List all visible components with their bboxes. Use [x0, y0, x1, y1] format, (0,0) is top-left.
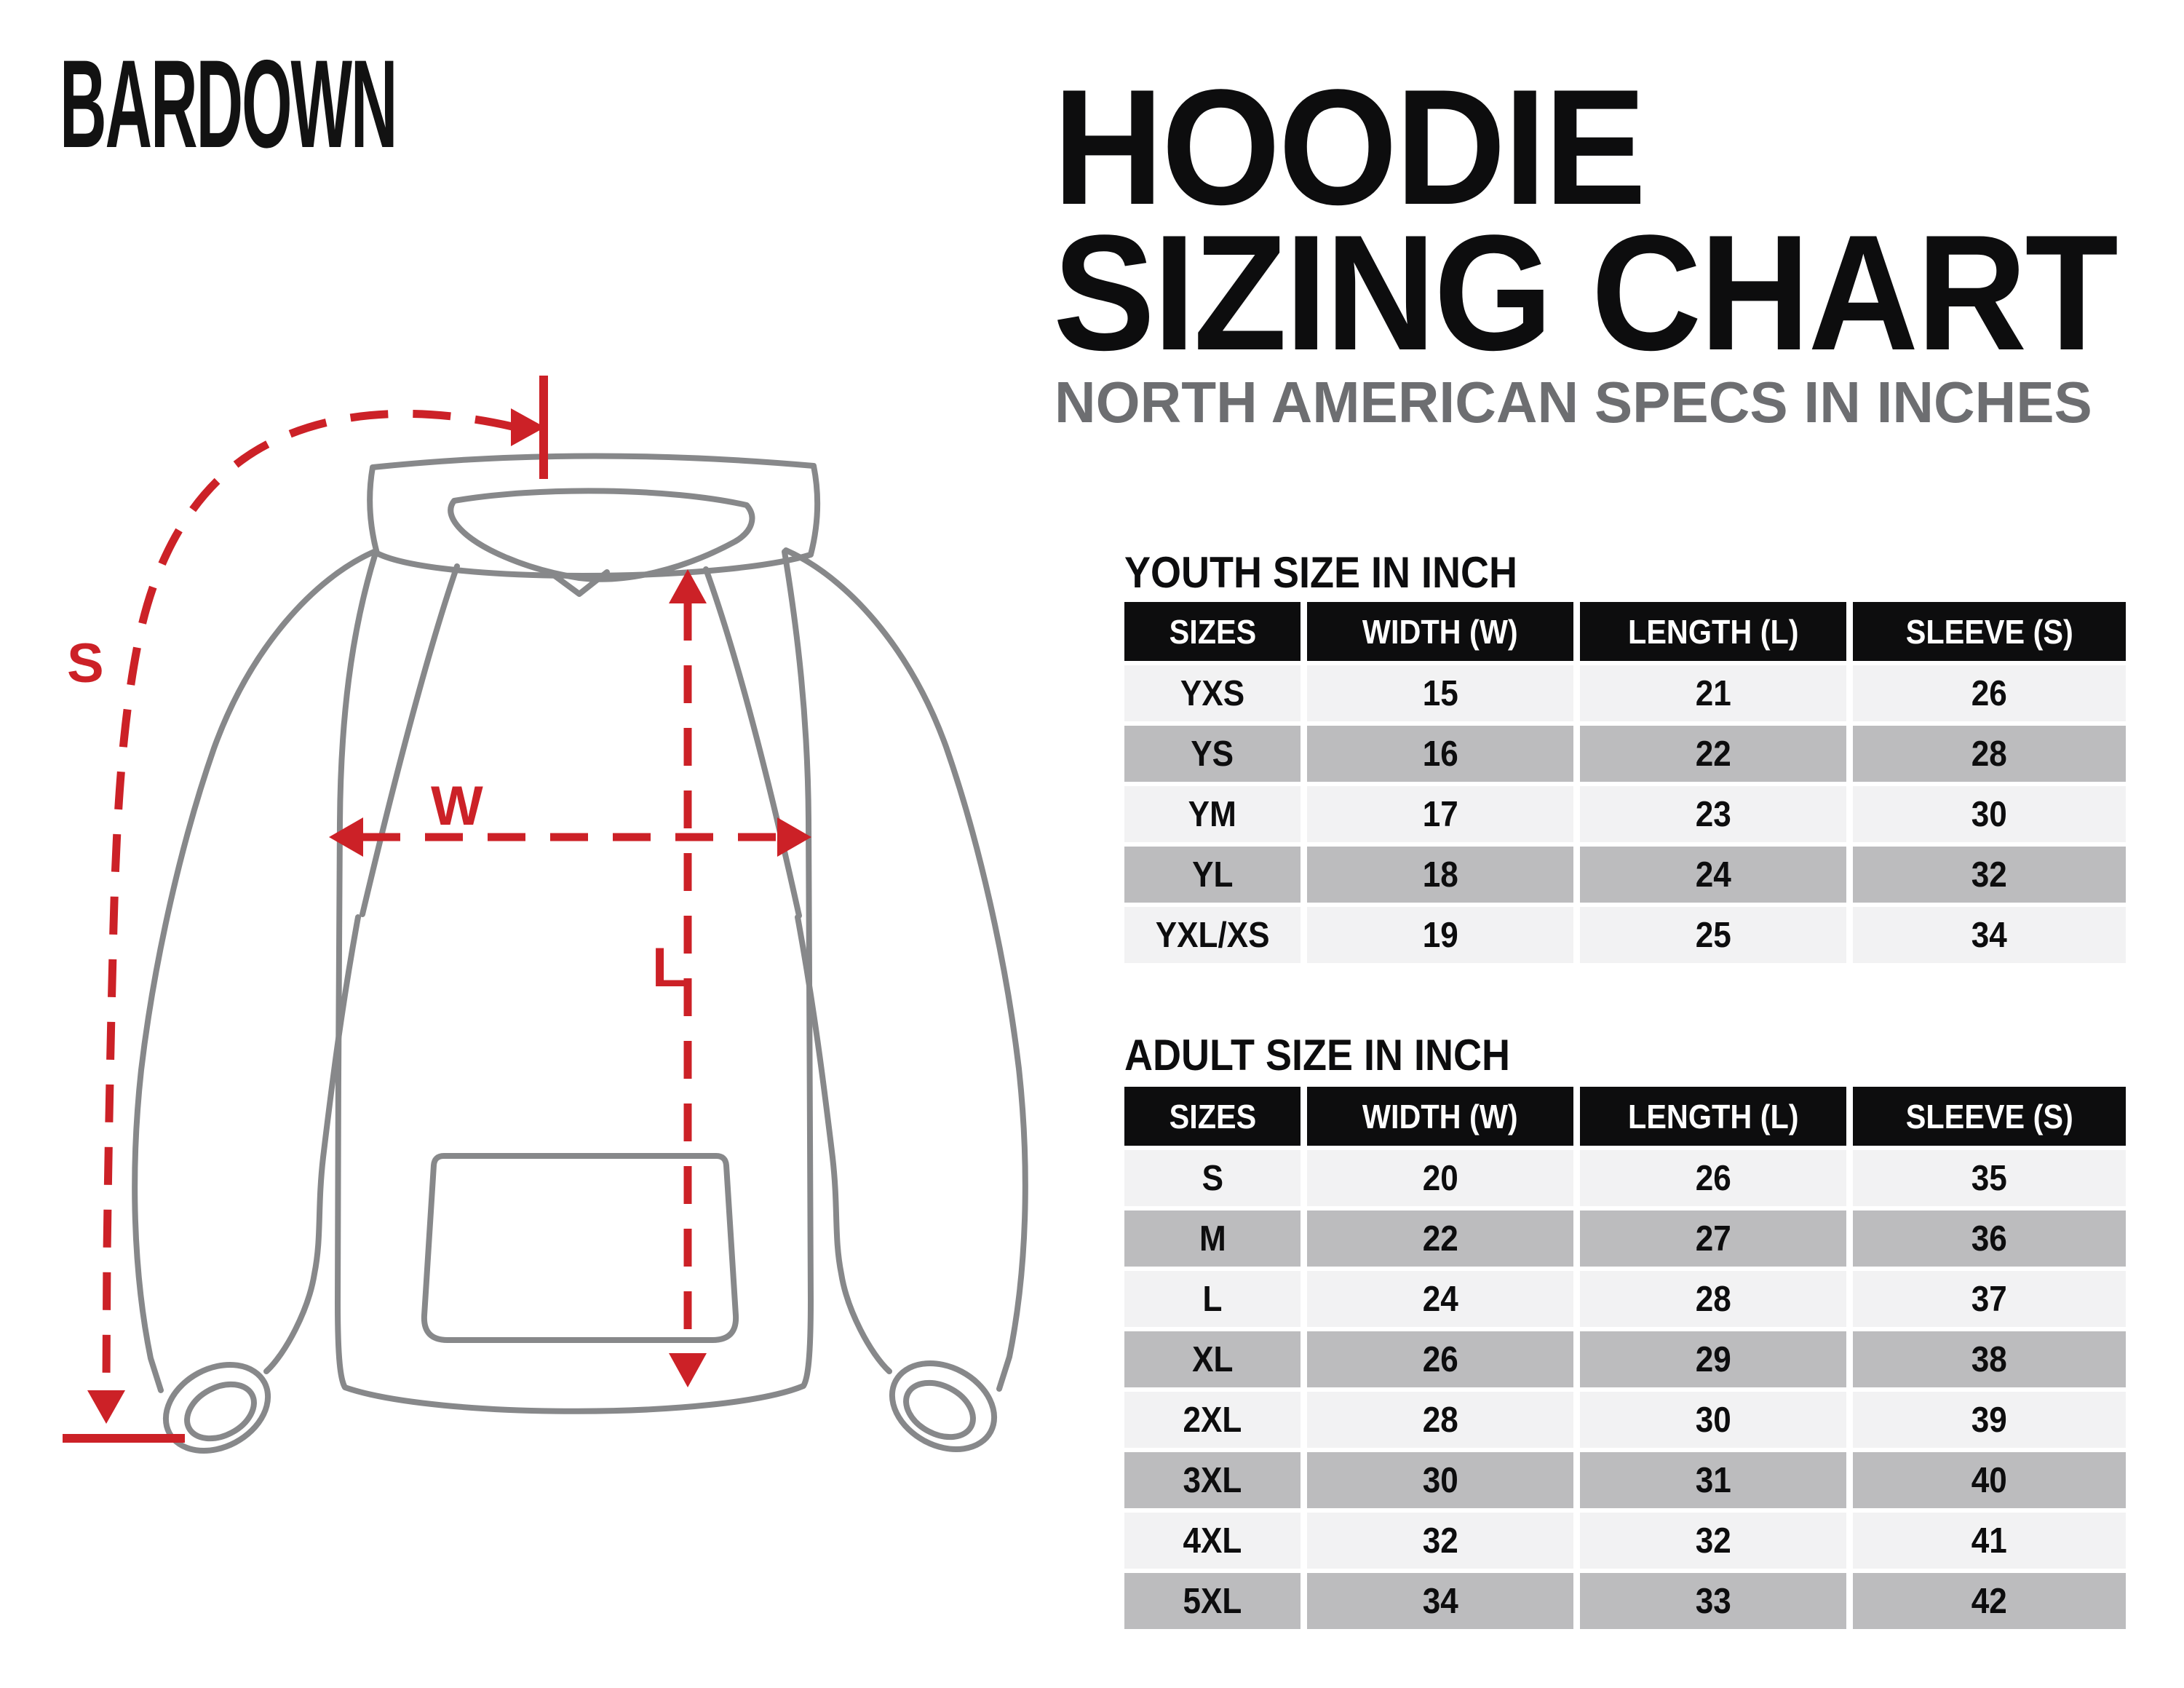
- cell-value: 23: [1695, 794, 1731, 834]
- cell-value: 32: [1422, 1521, 1458, 1561]
- hoodie-outline: [135, 456, 1025, 1467]
- table-cell: [1307, 1331, 1573, 1387]
- cell-value: 39: [1971, 1400, 2008, 1440]
- column-header-cell: [1580, 1087, 1846, 1146]
- cell-value: 37: [1971, 1279, 2008, 1319]
- column-header-label: SLEEVE (S): [1905, 1097, 2073, 1136]
- table-cell: [1853, 726, 2126, 782]
- table-cell: [1124, 1150, 1301, 1206]
- page-title-line1: HOODIE: [1053, 55, 1645, 239]
- cell-value: 3XL: [1183, 1460, 1242, 1500]
- table-row: [1124, 1392, 2126, 1448]
- cell-value: 36: [1971, 1219, 2008, 1259]
- table-row: [1124, 1331, 2126, 1387]
- adult-size-table: [1124, 1087, 2126, 1633]
- column-header-cell: [1307, 1087, 1573, 1146]
- cell-value: 21: [1695, 673, 1731, 713]
- table-row: [1124, 665, 2126, 721]
- table-cell: [1853, 907, 2126, 963]
- table-cell: [1124, 726, 1301, 782]
- raglan-seam-right: [706, 569, 799, 916]
- cell-value: S: [1202, 1158, 1223, 1198]
- cell-value: 16: [1422, 734, 1458, 774]
- cell-value: 29: [1695, 1339, 1731, 1379]
- cell-value: 28: [1422, 1400, 1458, 1440]
- column-header-label: SLEEVE (S): [1905, 612, 2073, 651]
- sleeve-label: S: [67, 633, 104, 694]
- cell-value: YS: [1191, 734, 1234, 774]
- column-header-label: LENGTH (L): [1627, 1097, 1799, 1136]
- table-cell: [1853, 1150, 2126, 1206]
- table-cell: [1124, 1513, 1301, 1569]
- table-cell: [1580, 907, 1846, 963]
- cell-value: 26: [1695, 1158, 1731, 1198]
- table-cell: [1580, 786, 1846, 842]
- table-cell: [1580, 1392, 1846, 1448]
- sleeve-left-inner: [266, 917, 358, 1371]
- table-cell: [1853, 1573, 2126, 1629]
- hoodie-measurement-diagram: [29, 342, 1048, 1478]
- cuff-right-outer: [877, 1347, 1009, 1467]
- cell-value: 28: [1971, 734, 2008, 774]
- table-cell: [1307, 847, 1573, 903]
- column-header-label: WIDTH (W): [1362, 612, 1518, 651]
- cell-value: 30: [1695, 1400, 1731, 1440]
- cell-value: 35: [1971, 1158, 2008, 1198]
- cell-value: 26: [1422, 1339, 1458, 1379]
- cell-value: 31: [1695, 1460, 1731, 1500]
- cell-value: L: [1202, 1279, 1223, 1319]
- table-cell: [1307, 1271, 1573, 1327]
- cell-value: 20: [1422, 1158, 1458, 1198]
- column-header-label: WIDTH (W): [1362, 1097, 1518, 1136]
- table-cell: [1853, 786, 2126, 842]
- table-cell: [1124, 1271, 1301, 1327]
- cell-value: YM: [1188, 794, 1237, 834]
- table-row: [1124, 1271, 2126, 1327]
- table-cell: [1124, 1573, 1301, 1629]
- cell-value: 30: [1422, 1460, 1458, 1500]
- table-cell: [1124, 665, 1301, 721]
- measurement-annotations: [63, 376, 811, 1438]
- brand-logo: BARDOWN: [60, 34, 397, 174]
- cell-value: 26: [1971, 673, 2008, 713]
- table-cell: [1124, 1392, 1301, 1448]
- table-cell: [1580, 1513, 1846, 1569]
- cell-value: YXL/XS: [1155, 915, 1270, 955]
- table-cell: [1307, 1150, 1573, 1206]
- table-cell: [1307, 907, 1573, 963]
- table-cell: [1580, 1452, 1846, 1508]
- table-cell: [1853, 1271, 2126, 1327]
- table-cell: [1307, 665, 1573, 721]
- column-header-label: SIZES: [1169, 1097, 1256, 1136]
- table-cell: [1307, 1210, 1573, 1267]
- width-label: W: [431, 775, 483, 837]
- table-cell: [1853, 847, 2126, 903]
- cell-value: 5XL: [1183, 1581, 1242, 1621]
- cell-value: 33: [1695, 1581, 1731, 1621]
- cell-value: 42: [1971, 1581, 2008, 1621]
- table-cell: [1853, 1210, 2126, 1267]
- arrowhead-down-sleeve: [87, 1390, 125, 1424]
- table-cell: [1580, 665, 1846, 721]
- table-cell: [1307, 1452, 1573, 1508]
- cell-value: 27: [1695, 1219, 1731, 1259]
- length-label: L: [652, 937, 686, 999]
- cell-value: 25: [1695, 915, 1731, 955]
- youth-section-title: YOUTH SIZE IN INCH: [1124, 548, 1518, 597]
- table-row: [1124, 847, 2126, 903]
- cell-value: M: [1199, 1219, 1226, 1259]
- cell-value: 28: [1695, 1279, 1731, 1319]
- table-cell: [1853, 1392, 2126, 1448]
- table-header-row: [1124, 602, 2126, 661]
- cell-value: 40: [1971, 1460, 2008, 1500]
- raglan-seam-left: [362, 566, 457, 914]
- table-cell: [1307, 726, 1573, 782]
- youth-size-table: [1124, 602, 2126, 967]
- page-title: [1053, 55, 2117, 384]
- table-cell: [1853, 665, 2126, 721]
- page-title-line2: SIZING CHART: [1053, 200, 2117, 384]
- table-cell: [1307, 1513, 1573, 1569]
- cell-value: 24: [1422, 1279, 1458, 1319]
- column-header-cell: [1124, 602, 1301, 661]
- cuff-left-outer: [151, 1348, 282, 1468]
- table-cell: [1307, 786, 1573, 842]
- cell-value: 18: [1422, 855, 1458, 895]
- sleeve-right-outer: [786, 550, 1025, 1389]
- table-cell: [1580, 847, 1846, 903]
- sleeve-measure-line: [106, 413, 512, 1383]
- cell-value: 2XL: [1183, 1400, 1242, 1440]
- column-header-label: LENGTH (L): [1627, 612, 1799, 651]
- cell-value: 38: [1971, 1339, 2008, 1379]
- table-cell: [1580, 1573, 1846, 1629]
- table-row: [1124, 1573, 2126, 1629]
- table-cell: [1124, 907, 1301, 963]
- column-header-cell: [1307, 602, 1573, 661]
- table-cell: [1124, 1210, 1301, 1267]
- table-cell: [1580, 1150, 1846, 1206]
- table-row: [1124, 786, 2126, 842]
- table-cell: [1124, 1331, 1301, 1387]
- cell-value: 19: [1422, 915, 1458, 955]
- page-subtitle: NORTH AMERICAN SPECS IN INCHES: [1055, 370, 2092, 435]
- cell-value: 17: [1422, 794, 1458, 834]
- table-row: [1124, 907, 2126, 963]
- table-row: [1124, 1210, 2126, 1267]
- table-cell: [1580, 1271, 1846, 1327]
- cuff-left-inner: [178, 1374, 263, 1449]
- table-cell: [1124, 1452, 1301, 1508]
- table-row: [1124, 1513, 2126, 1569]
- table-cell: [1307, 1392, 1573, 1448]
- cuff-right-inner: [897, 1372, 982, 1448]
- table-cell: [1580, 1331, 1846, 1387]
- arrowhead-left-width: [329, 817, 363, 857]
- table-row: [1124, 1150, 2126, 1206]
- cell-value: 34: [1971, 915, 2008, 955]
- table-cell: [1580, 726, 1846, 782]
- column-header-cell: [1853, 1087, 2126, 1146]
- table-cell: [1307, 1573, 1573, 1629]
- table-cell: [1853, 1331, 2126, 1387]
- column-header-label: SIZES: [1169, 612, 1256, 651]
- arrowhead-down-length: [669, 1353, 707, 1387]
- cell-value: YXS: [1180, 673, 1245, 713]
- column-header-cell: [1853, 602, 2126, 661]
- table-cell: [1853, 1452, 2126, 1508]
- table-cell: [1124, 786, 1301, 842]
- cell-value: 32: [1695, 1521, 1731, 1561]
- cell-value: 24: [1695, 855, 1731, 895]
- cell-value: 41: [1971, 1521, 2008, 1561]
- cell-value: 22: [1695, 734, 1731, 774]
- table-cell: [1853, 1513, 2126, 1569]
- table-header-row: [1124, 1087, 2126, 1146]
- column-header-cell: [1124, 1087, 1301, 1146]
- table-row: [1124, 1452, 2126, 1508]
- cell-value: XL: [1191, 1339, 1234, 1379]
- table-cell: [1580, 1210, 1846, 1267]
- cell-value: 30: [1971, 794, 2008, 834]
- table-row: [1124, 726, 2126, 782]
- cell-value: YL: [1191, 855, 1234, 895]
- cell-value: 34: [1422, 1581, 1458, 1621]
- hood-opening: [450, 491, 752, 579]
- cell-value: 32: [1971, 855, 2008, 895]
- cell-value: 4XL: [1183, 1521, 1242, 1561]
- column-header-cell: [1580, 602, 1846, 661]
- cell-value: 22: [1422, 1219, 1458, 1259]
- adult-section-title: ADULT SIZE IN INCH: [1124, 1031, 1510, 1079]
- cell-value: 15: [1422, 673, 1458, 713]
- table-cell: [1124, 847, 1301, 903]
